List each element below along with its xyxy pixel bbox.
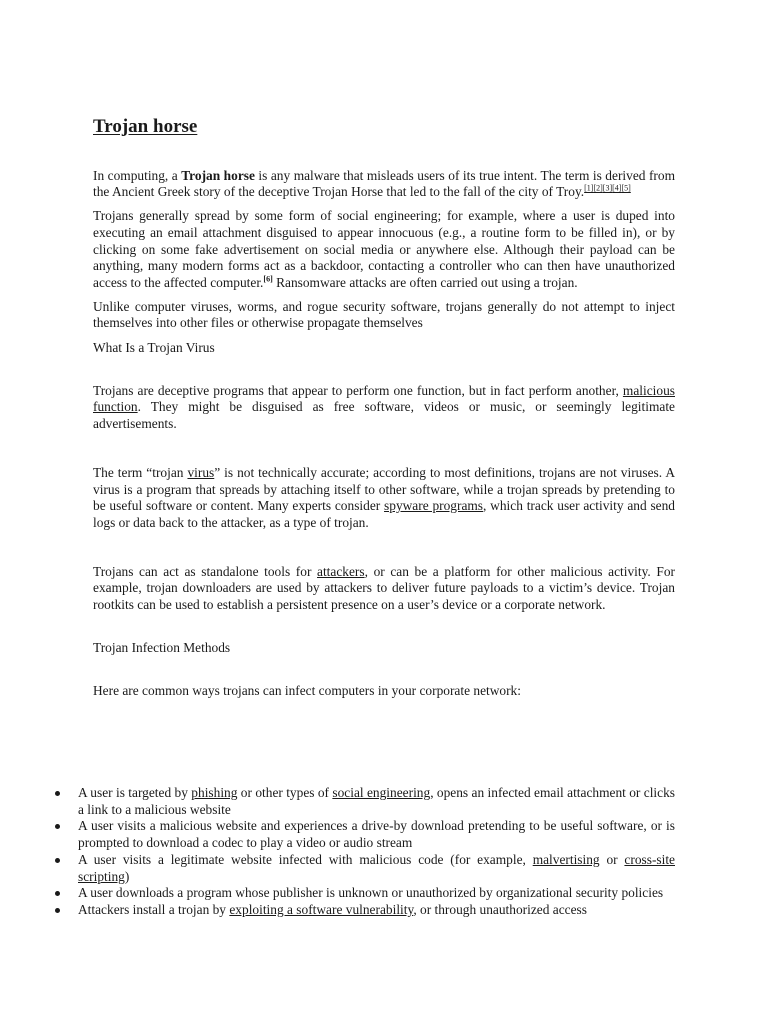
deceptive-paragraph <box>93 383 675 433</box>
citation-link-5[interactable]: [5] <box>621 183 631 193</box>
spread-text-1: Trojans generally spread by some form of social engineering; for example, where a user is duped into executing an email attachment disguised to appear innocuous (e.g., a routine form to be filled in), or by clicking on some fake advertisement on social media or anywhere else. Although their payload can be anything, many modern forms act as a backdoor, contacting a controller who can then have unauthorized access to the affected computer. <box>93 208 675 290</box>
citation-link-1[interactable]: [1] <box>584 183 594 193</box>
spread-text-2: Ransomware attacks are often carried out using a trojan. <box>272 274 578 290</box>
citation-ref-6 <box>263 274 272 283</box>
citation-ref-6-label: [6] <box>263 274 273 284</box>
virus-term-paragraph <box>93 465 675 532</box>
bullet-2-text: A user visits a malicious website and experiences a drive-by download pretending to be useful software, or is prompted to download a codec to play a video or audio stream <box>78 818 675 851</box>
virus-text-2: ” is not technically accurate; according to most definitions, trojans are not viruses. A virus is a program that spreads by attaching itself to other software, while a trojan spreads by pretending to be useful software or content. Many experts consider <box>93 464 675 514</box>
bullet-5-text-1: Attackers install a trojan by <box>78 901 230 917</box>
bullet-1-text-2: or other types of <box>237 785 333 800</box>
virus-text-3: , which track user activity and send logs or data back to the attacker, as a type of trojan. <box>93 498 675 530</box>
exploiting-vulnerability-link[interactable]: exploiting a software vulnerability <box>229 901 414 917</box>
phishing-link[interactable]: phishing <box>191 785 238 800</box>
intro-bold-term: Trojan horse <box>181 167 255 183</box>
standalone-text-1: Trojans can act as standalone tools for <box>93 563 318 579</box>
attackers-link[interactable]: attackers <box>317 563 365 579</box>
malvertising-link[interactable]: malvertising <box>532 851 600 867</box>
standalone-paragraph <box>93 564 675 614</box>
bullet-icon <box>55 891 60 896</box>
bullet-icon <box>55 824 60 829</box>
list-item <box>78 818 675 851</box>
deceptive-text-2: . They might be disguised as free software, videos or music, or seemingly legitimate advertisements. <box>93 399 675 432</box>
citation-link-2[interactable]: [2] <box>593 183 603 193</box>
list-item <box>78 785 675 818</box>
citation-refs <box>584 184 631 193</box>
intro-paragraph <box>93 168 675 201</box>
bullet-5-text-2: , or through unauthorized access <box>413 901 587 917</box>
list-item <box>78 852 675 885</box>
intro-text-1: In computing, a <box>93 167 182 183</box>
section-heading-what-is: What Is a Trojan Virus <box>93 340 215 356</box>
infection-methods-list <box>78 785 675 919</box>
intro-text-2: is any malware that misleads users of its true intent. The term is derived from the Ancient Greek story of the deceptive Trojan Horse that led to the fall of the city of Troy. <box>93 167 675 200</box>
page-title: Trojan horse <box>93 116 198 137</box>
list-item <box>78 885 675 902</box>
virus-text-1: The term “trojan <box>93 464 188 480</box>
cross-site-scripting-link[interactable]: cross-site scripting <box>78 851 675 884</box>
document-body <box>93 116 675 700</box>
methods-intro-paragraph: Here are common ways trojans can infect computers in your corporate network: <box>93 683 521 699</box>
bullet-1-text-1: A user is targeted by <box>78 785 192 800</box>
social-engineering-link[interactable]: social engineering <box>332 785 431 800</box>
bullet-3-text-2: or <box>599 851 625 867</box>
bullet-icon <box>55 791 60 796</box>
deceptive-text-1: Trojans are deceptive programs that appear to perform one function, but in fact perform another, <box>93 382 623 398</box>
section-heading-infection-methods: Trojan Infection Methods <box>93 639 231 655</box>
bullet-icon <box>55 858 60 863</box>
bullet-3-text-1: A user visits a legitimate website infected with malicious code (for example, <box>78 851 533 867</box>
bullet-icon <box>55 908 60 913</box>
bullet-3-text-3: ) <box>124 868 130 884</box>
standalone-text-2: , or can be a platform for other malicious activity. For example, trojan downloaders are used by attackers to deliver future payloads to a victim’s device. Trojan rootkits can be used to establish a persistent presence on a user’s device or a corporate network. <box>93 563 675 613</box>
citation-link-4[interactable]: [4] <box>612 183 622 193</box>
bullet-4-text: A user downloads a program whose publisher is unknown or unauthorized by organizational security policies <box>78 885 664 901</box>
citation-link-3[interactable]: [3] <box>602 183 613 193</box>
unlike-paragraph: Unlike computer viruses, worms, and rogue security software, trojans generally do not attempt to inject themselves into other files or otherwise propagate themselves <box>93 298 675 331</box>
spread-paragraph <box>93 208 675 292</box>
list-item <box>78 902 675 919</box>
malicious-function-link[interactable]: malicious function <box>93 382 675 415</box>
bullet-1-text-3: , opens an infected email attachment or clicks a link to a malicious website <box>78 785 675 817</box>
virus-link[interactable]: virus <box>187 464 215 480</box>
spyware-programs-link[interactable]: spyware programs <box>384 498 484 514</box>
